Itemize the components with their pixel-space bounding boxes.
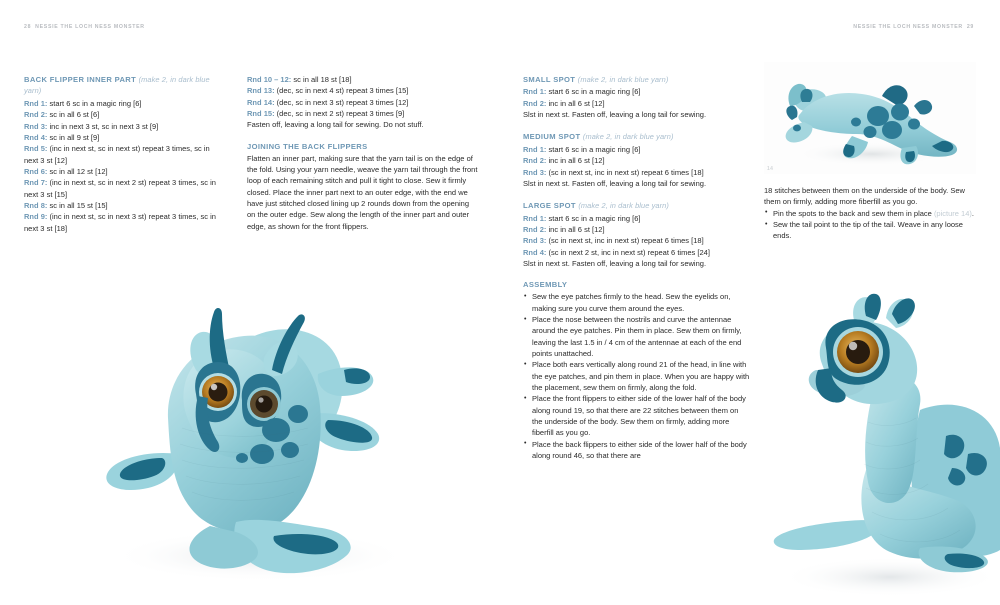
assembly-continuation: 18 stitches between them on the underside of the body. Sew them on firmly, adding more fiberfill as you go. (764, 186, 965, 207)
page-number-left: 28 (24, 24, 32, 30)
nessie-front-view-photo (50, 278, 470, 598)
round-line: Rnd 14: (dec, sc in next 3 st) repeat 3 times [12] (247, 97, 409, 107)
column-back-flipper-inner-part (24, 74, 220, 234)
picture-reference: (picture 14) (933, 208, 972, 218)
nessie-back-spots-photo (764, 62, 976, 174)
heading-small-spot (523, 74, 750, 85)
heading-text: BACK FLIPPER INNER PART (24, 75, 137, 84)
heading-text: SMALL SPOT (523, 75, 576, 84)
running-head-left-title: NESSIE THE LOCH NESS MONSTER (35, 24, 145, 30)
round-line: Rnd 7: (inc in next st, sc in next 2 st) repeat 3 times, sc in next 3 st [15] (24, 178, 216, 199)
round-line: Rnd 4: sc in all 9 st [9] (24, 132, 100, 142)
nessie-profile-photo (770, 292, 1000, 605)
svg-text:14: 14 (767, 166, 774, 172)
fasten-off-note: Fasten off, leaving a long tail for sewing. Do not stuff. (247, 120, 424, 130)
round-line: Rnd 3: (sc in next st, inc in next st) repeat 6 times [18] (523, 167, 704, 177)
round-line: Rnd 1: start 6 sc in a magic ring [6] (24, 98, 142, 108)
assembly-bullet-list-continued (764, 208, 976, 242)
heading-large-spot (523, 200, 750, 211)
round-line: Rnd 8: sc in all 15 st [15] (24, 200, 108, 210)
column-assembly-continued (764, 185, 976, 242)
heading-qualifier: (make 2, in dark blue yarn) (582, 132, 674, 142)
spot-closing-note: Slst in next st. Fasten off, leaving a long tail for sewing. (523, 110, 707, 120)
round-line: Rnd 1: start 6 sc in a magic ring [6] (523, 213, 641, 223)
heading-medium-spot (523, 131, 750, 142)
assembly-bullet-list (523, 291, 750, 461)
joining-instructions: Flatten an inner part, making sure that the yarn tail is on the edge of the fold. Using your yarn needle, weave the yarn tail through the front loop of each remaining stitch and pull it tight to close. Sew it firmly closed. Place the inner part next to an outer edge, with the end we have just stitched closed lining up 2 rounds down from the opening on the outer edge. Sew along the length of the inner part and outer edge, as shown for the front flippers. (247, 153, 478, 231)
heading-qualifier: (make 2, in dark blue yarn) (577, 75, 669, 84)
round-line: Rnd 2: inc in all 6 st [12] (523, 156, 605, 166)
column-joining-back-flippers (247, 74, 479, 232)
spot-closing-note: Slst in next st. Fasten off, leaving a long tail for sewing. (523, 178, 707, 188)
assembly-bullet: • Place the front flippers to either side of the lower half of the body along round 19, so that there are 22 stitches between them on the underside of the body. Sew them on firmly, adding more fiberfill as you go. (523, 393, 750, 438)
heading-qualifier: (make 2, in dark blue yarn) (578, 201, 669, 211)
round-line: Rnd 5: (inc in next st, sc in next st) repeat 3 times, sc in next 3 st [12] (24, 144, 210, 165)
round-line: Rnd 1: start 6 sc in a magic ring [6] (523, 87, 641, 97)
assembly-bullet: • Sew the eye patches firmly to the head. Sew the eyelids on, making sure you curve them around the eyes. (523, 291, 750, 314)
round-line: Rnd 2: inc in all 6 st [12] (523, 224, 605, 234)
round-line: Rnd 9: (inc in next st, sc in next 3 st) repeat 3 times, sc in next 3 st [18] (24, 212, 216, 233)
round-line: Rnd 15: (dec, sc in next 2 st) repeat 3 times [9] (247, 109, 405, 119)
round-line: Rnd 13: (dec, sc in next 4 st) repeat 3 times [15] (247, 86, 409, 96)
assembly-bullet: • Pin the spots to the back and sew them in place (picture 14). (764, 208, 976, 219)
heading-joining-the-back-flippers: JOINING THE BACK FLIPPERS (247, 141, 368, 151)
round-line: Rnd 3: (sc in next st, inc in next st) repeat 6 times [18] (523, 236, 704, 246)
round-line: Rnd 6: sc in all 12 st [12] (24, 166, 108, 176)
running-head-right (853, 24, 974, 30)
running-head-right-title: NESSIE THE LOCH NESS MONSTER (853, 24, 963, 30)
round-line: Rnd 2: inc in all 6 st [12] (523, 98, 605, 108)
column-spots-and-assembly (523, 74, 750, 462)
assembly-bullet: • Place the nose between the nostrils and curve the antennae around the eye patches. Pin them in place. Sew them on firmly, leaving the last 1.5 in / 4 cm of the antennae at each of the end points unattached. (523, 314, 750, 359)
heading-back-flipper-inner-part (24, 74, 220, 97)
round-line: Rnd 1: start 6 sc in a magic ring [6] (523, 144, 641, 154)
assembly-bullet: • Place both ears vertically along round 21 of the head, in line with the eye patches, and pin them in place. When you are happy with the placement, sew them on firmly, along the fold. (523, 359, 750, 393)
heading-assembly: ASSEMBLY (523, 280, 568, 290)
heading-text: MEDIUM SPOT (523, 132, 581, 142)
round-line: Rnd 10 – 12: sc in all 18 st [18] (247, 75, 352, 84)
heading-qualifier: (make 2, in dark blue yarn) (24, 75, 210, 96)
assembly-bullet: • Sew the tail point to the tip of the tail. Weave in any loose ends. (764, 219, 976, 242)
heading-text: LARGE SPOT (523, 201, 576, 211)
round-line: Rnd 2: sc in all 6 st [6] (24, 110, 100, 120)
running-head-left (24, 24, 145, 30)
round-line: Rnd 4: (sc in next 2 st, inc in next st) repeat 6 times [24] (523, 247, 710, 257)
page-number-right: 29 (966, 24, 974, 30)
spot-closing-note: Slst in next st. Fasten off, leaving a long tail for sewing. (523, 259, 707, 268)
assembly-bullet: • Place the back flippers to either side of the lower half of the body along round 46, so that there are (523, 439, 750, 462)
round-line: Rnd 3: inc in next 3 st, sc in next 3 st [9] (24, 121, 159, 131)
